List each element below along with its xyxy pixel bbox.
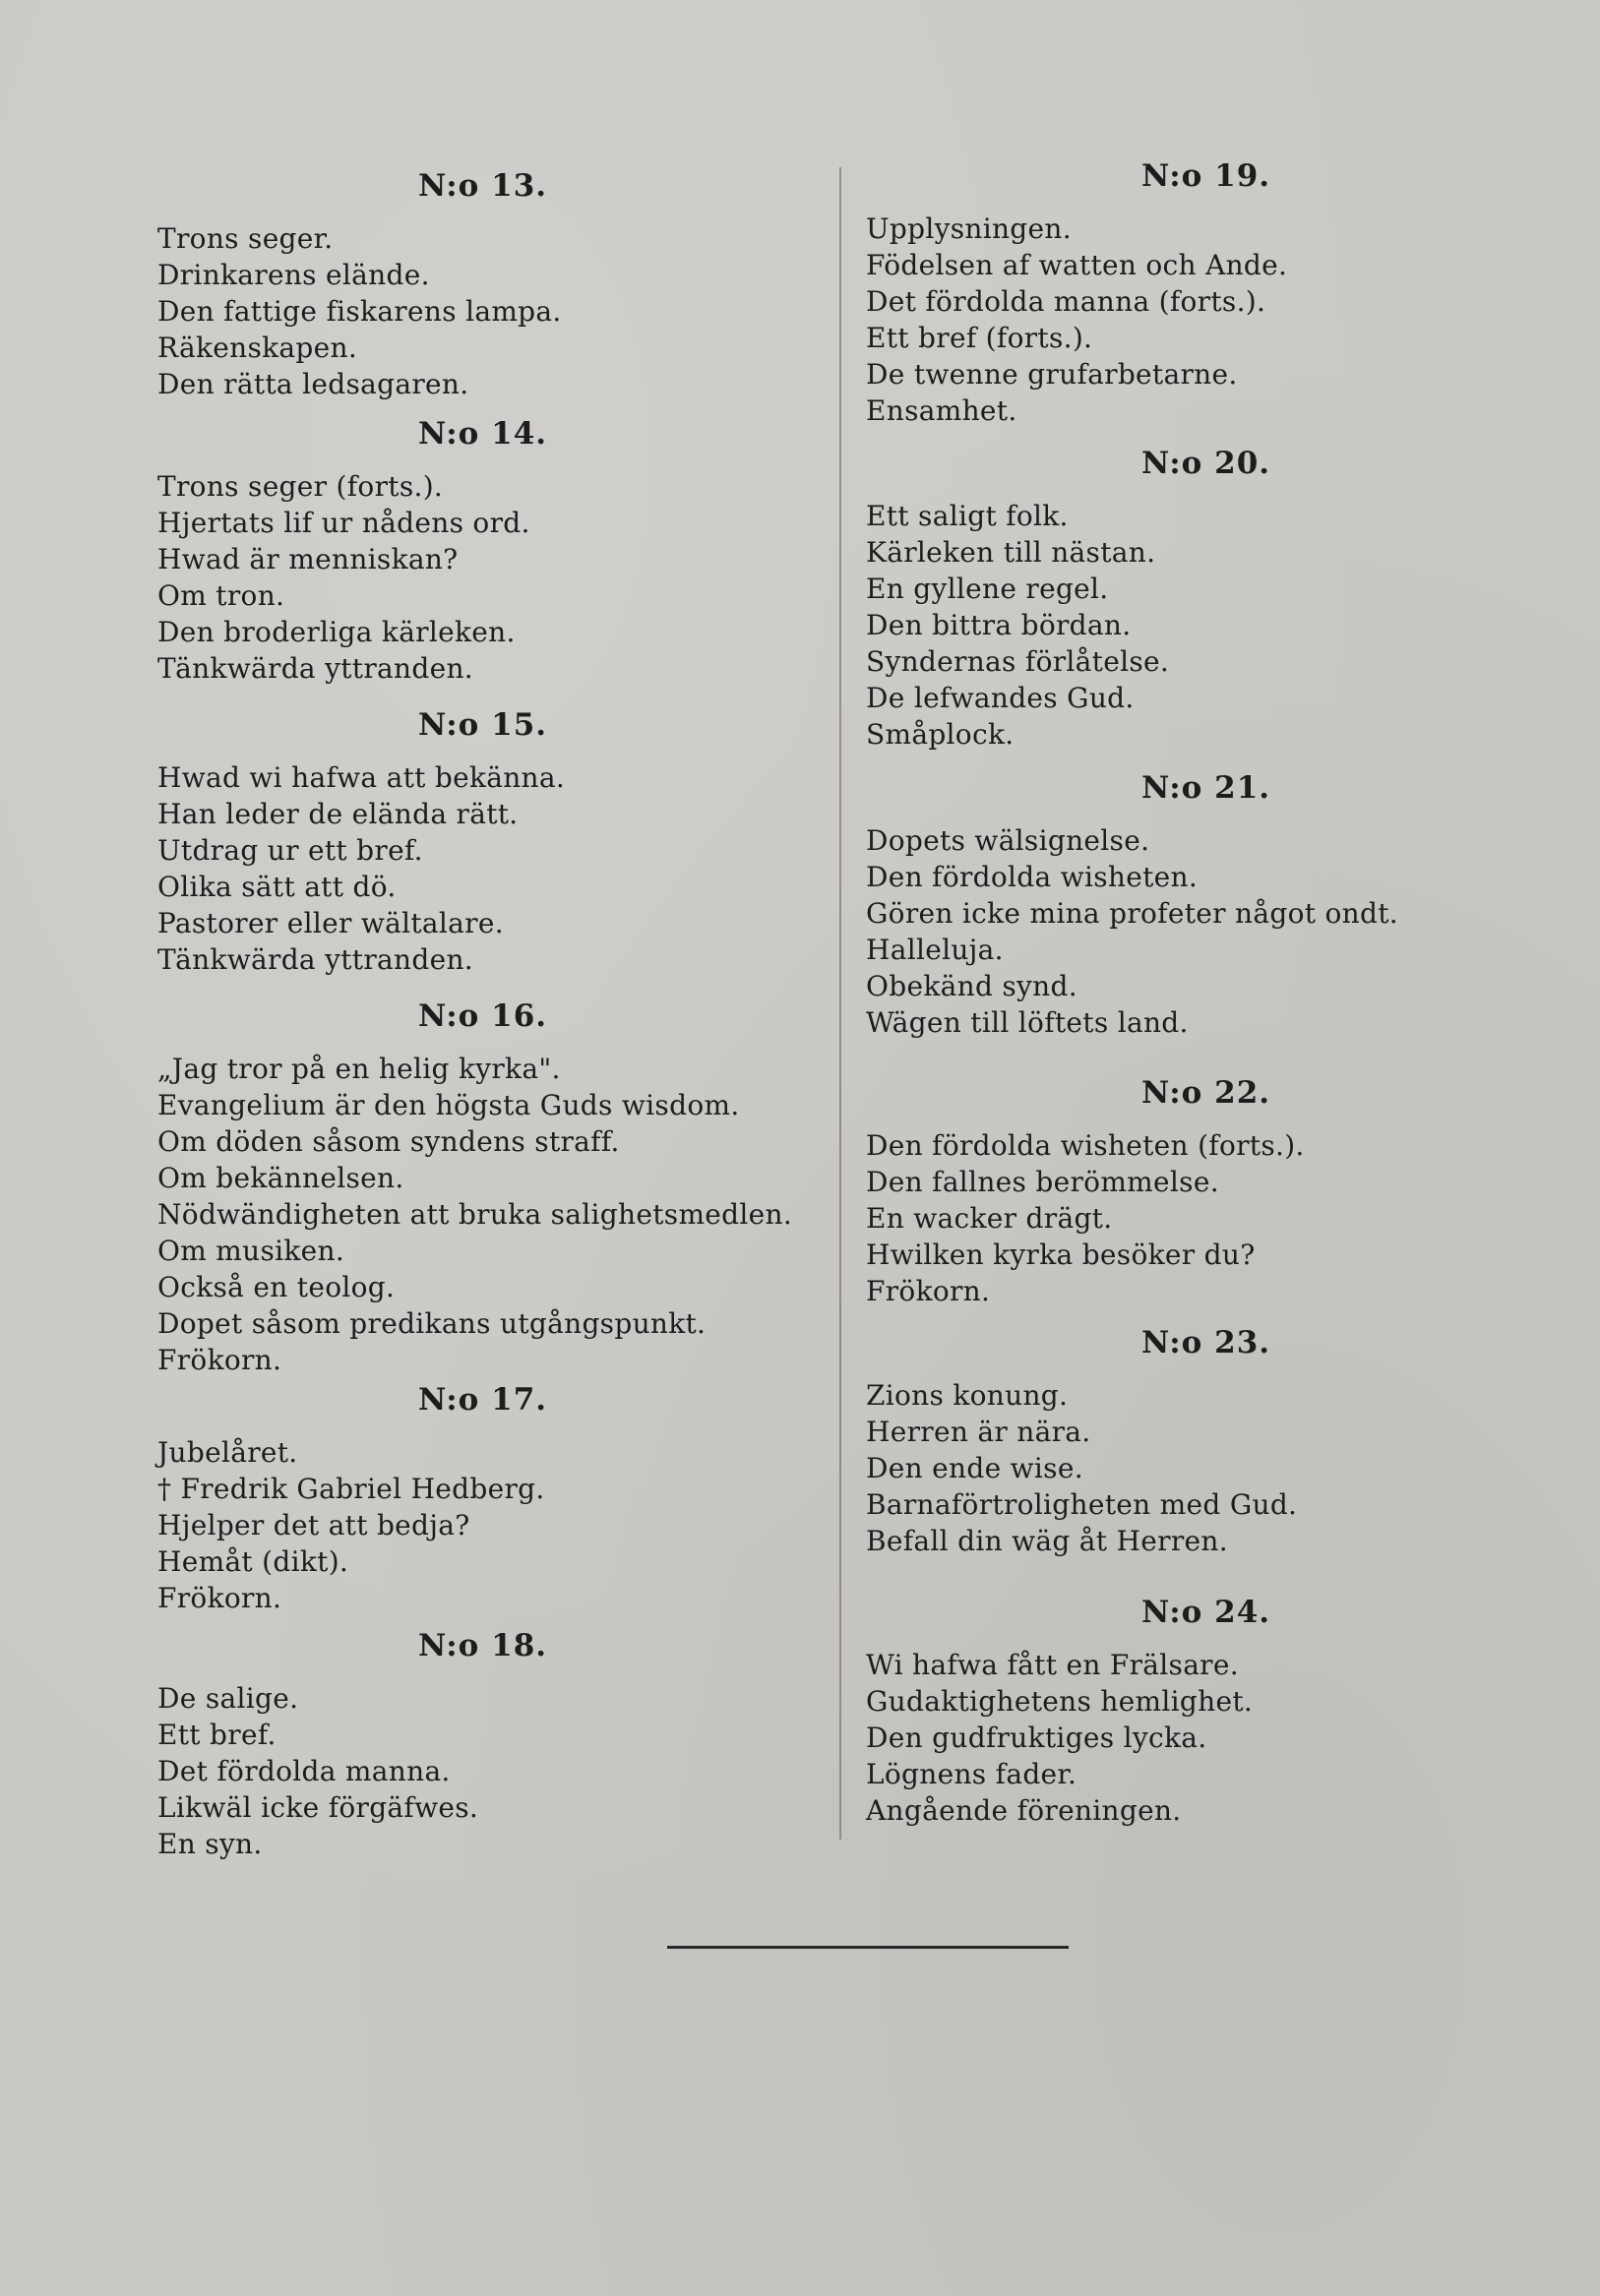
end-rule	[667, 1946, 1069, 1949]
issue-heading: N:o 22.	[1141, 1075, 1271, 1111]
issue-heading: N:o 13.	[418, 168, 548, 204]
article-list	[866, 211, 1476, 429]
issue-section	[866, 443, 1476, 753]
article-title: Hjertats lif ur nådens ord.	[157, 507, 530, 539]
article-title: Hjelper det att bedja?	[157, 1509, 470, 1541]
article-title: Wägen till löftets land.	[866, 1006, 1189, 1039]
article-title: Om döden såsom syndens straff.	[157, 1125, 620, 1158]
article-list	[157, 220, 827, 402]
article-list	[866, 1377, 1476, 1559]
article-title: Småplock.	[866, 718, 1015, 751]
article-title: Zions konung.	[866, 1379, 1069, 1412]
article-list	[866, 1127, 1476, 1309]
article-title: Syndernas förlåtelse.	[866, 645, 1170, 678]
article-title: De twenne grufarbetarne.	[866, 358, 1238, 391]
article-title: Han leder de elända rätt.	[157, 798, 519, 830]
article-title: Hwad wi hafwa att bekänna.	[157, 761, 566, 794]
article-title: Utdrag ur ett bref.	[157, 834, 423, 867]
article-title: Jubelåret.	[157, 1436, 298, 1469]
issue-section	[157, 413, 827, 687]
article-title: Trons seger (forts.).	[157, 470, 444, 503]
article-title: Obekänd synd.	[866, 970, 1077, 1002]
article-title: Pastorer eller wältalare.	[157, 907, 504, 939]
issue-section	[157, 996, 827, 1378]
article-title: En wacker drägt.	[866, 1202, 1113, 1235]
issue-section	[157, 1625, 827, 1862]
article-title: Den bittra bördan.	[866, 609, 1132, 641]
column-divider	[839, 167, 841, 1840]
article-title: Trons seger.	[157, 222, 334, 255]
issue-heading: N:o 24.	[1141, 1595, 1271, 1630]
article-title: Om musiken.	[157, 1235, 345, 1267]
article-title: Om bekännelsen.	[157, 1162, 404, 1194]
article-title: Gudaktighetens hemlighet.	[866, 1685, 1254, 1718]
article-title: Hwad är menniskan?	[157, 543, 459, 575]
article-title: Det fördolda manna (forts.).	[866, 285, 1266, 318]
article-list	[157, 1051, 827, 1378]
article-title: Räkenskapen.	[157, 332, 358, 364]
article-title: Ett bref.	[157, 1719, 277, 1751]
article-title: Upplysningen.	[866, 212, 1072, 245]
article-title: Födelsen af watten och Ande.	[866, 249, 1288, 281]
article-list	[866, 822, 1476, 1041]
article-title: Den fördolda wisheten.	[866, 861, 1199, 893]
article-title: Likwäl icke förgäfwes.	[157, 1791, 479, 1824]
article-title: Gören icke mina profeter något ondt.	[866, 897, 1398, 930]
article-title: Tänkwärda yttranden.	[157, 652, 473, 685]
article-list	[157, 1434, 827, 1616]
article-title: Också en teolog.	[157, 1271, 396, 1303]
article-title: De lefwandes Gud.	[866, 682, 1135, 714]
article-title: Dopet såsom predikans utgångspunkt.	[157, 1307, 707, 1340]
article-title: Nödwändigheten att bruka salighetsmedlen.	[157, 1198, 793, 1231]
article-list	[866, 498, 1476, 753]
issue-heading: N:o 18.	[418, 1628, 548, 1663]
article-title: De salige.	[157, 1682, 299, 1715]
article-title: Ensamhet.	[866, 394, 1017, 427]
issue-section	[866, 767, 1476, 1041]
article-title: Drinkarens elände.	[157, 259, 430, 291]
issue-section	[866, 1072, 1476, 1309]
issue-heading: N:o 23.	[1141, 1325, 1271, 1360]
article-title: Den fallnes berömmelse.	[866, 1166, 1219, 1198]
article-title: † Fredrik Gabriel Hedberg.	[157, 1473, 545, 1505]
article-title: Barnaförtroligheten med Gud.	[866, 1488, 1298, 1521]
article-title: Om tron.	[157, 579, 285, 612]
issue-section	[157, 704, 827, 978]
issue-heading: N:o 20.	[1141, 446, 1271, 481]
article-list	[157, 468, 827, 687]
article-title: Frökorn.	[157, 1582, 282, 1614]
article-title: Den gudfruktiges lycka.	[866, 1722, 1207, 1754]
issue-heading: N:o 19.	[1141, 158, 1271, 194]
article-list	[157, 759, 827, 978]
article-title: Den rätta ledsagaren.	[157, 368, 469, 400]
issue-heading: N:o 16.	[418, 998, 548, 1034]
article-title: Evangelium är den högsta Guds wisdom.	[157, 1089, 740, 1121]
article-title: Den ende wise.	[866, 1452, 1083, 1484]
article-title: Kärleken till nästan.	[866, 536, 1156, 569]
article-title: Befall din wäg åt Herren.	[866, 1525, 1228, 1557]
article-title: Det fördolda manna.	[157, 1755, 451, 1787]
article-title: Frökorn.	[157, 1344, 282, 1376]
issue-heading: N:o 17.	[418, 1382, 548, 1418]
article-title: En gyllene regel.	[866, 573, 1109, 605]
article-title: Tänkwärda yttranden.	[157, 943, 473, 976]
article-title: Ett saligt folk.	[866, 500, 1069, 532]
article-title: Den fattige fiskarens lampa.	[157, 295, 562, 328]
article-title: Olika sätt att dö.	[157, 871, 397, 903]
issue-heading: N:o 21.	[1141, 770, 1271, 806]
article-title: En syn.	[157, 1828, 263, 1860]
article-title: Frökorn.	[866, 1275, 991, 1307]
article-title: Halleluja.	[866, 934, 1004, 966]
article-list	[157, 1680, 827, 1862]
article-title: Dopets wälsignelse.	[866, 824, 1150, 857]
issue-section	[866, 1322, 1476, 1559]
article-title: Hwilken kyrka besöker du?	[866, 1239, 1256, 1271]
issue-heading: N:o 14.	[418, 416, 548, 452]
issue-section	[157, 1379, 827, 1616]
issue-section	[866, 155, 1476, 429]
article-title: Den fördolda wisheten (forts.).	[866, 1129, 1305, 1162]
issue-heading: N:o 15.	[418, 707, 548, 743]
article-title: Ett bref (forts.).	[866, 322, 1093, 354]
article-title: Hemåt (dikt).	[157, 1545, 349, 1578]
article-title: Lögnens fader.	[866, 1758, 1077, 1790]
issue-section	[157, 165, 827, 402]
article-title: Herren är nära.	[866, 1416, 1091, 1448]
article-title: „Jag tror på en helig kyrka".	[157, 1053, 561, 1085]
article-title: Angående föreningen.	[866, 1794, 1182, 1827]
issue-section	[866, 1592, 1476, 1829]
article-list	[866, 1647, 1476, 1829]
article-title: Wi hafwa fått en Frälsare.	[866, 1649, 1239, 1681]
article-title: Den broderliga kärleken.	[157, 616, 516, 648]
